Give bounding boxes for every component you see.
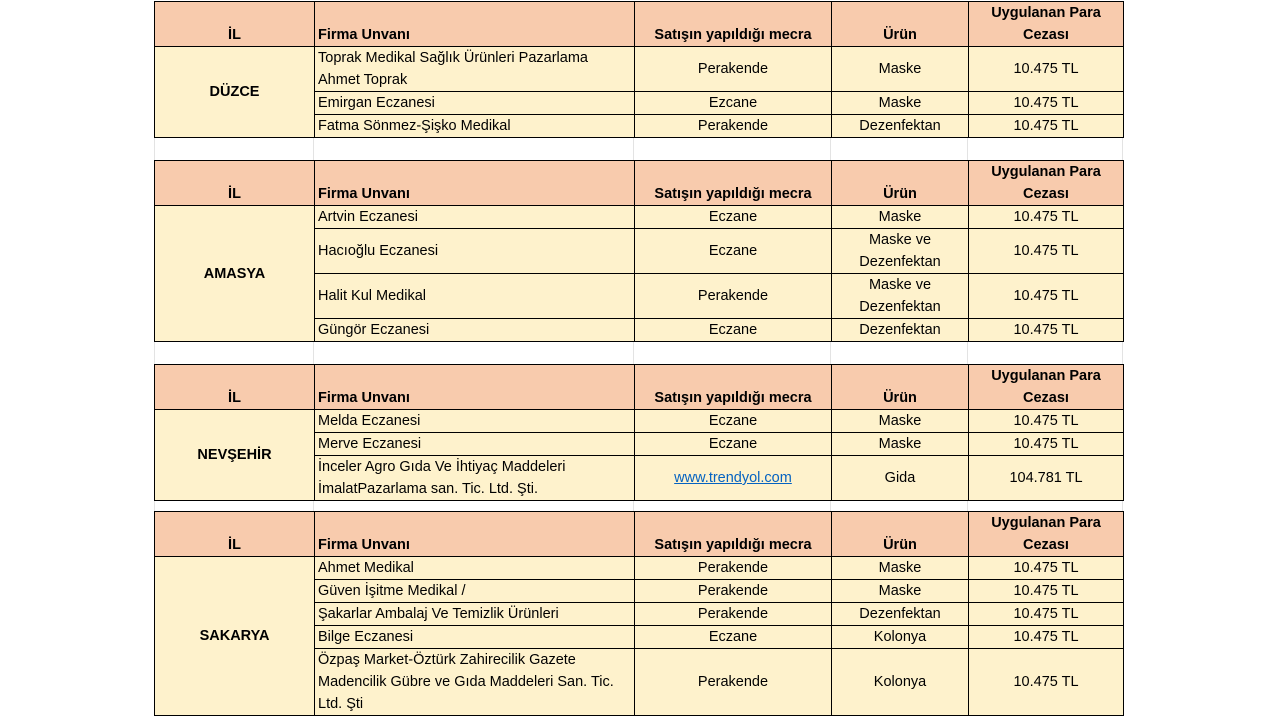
spacer-row (154, 342, 1123, 364)
channel-cell: Perakende (635, 115, 832, 138)
channel-cell: Eczane (635, 319, 832, 342)
channel-cell: Eczane (635, 433, 832, 456)
channel-cell: Eczane (635, 626, 832, 649)
firm-name-cell: Güngör Eczanesi (315, 319, 635, 342)
product-cell: Gida (832, 456, 969, 501)
channel-cell: Perakende (635, 649, 832, 716)
header-mecra: Satışın yapıldığı mecra (635, 365, 832, 410)
firm-name-cell: Fatma Sönmez-Şişko Medikal (315, 115, 635, 138)
fine-table-amasya (154, 160, 1124, 342)
table-row (155, 557, 1124, 580)
firm-name-cell: İnceler Agro Gıda Ve İhtiyaç Maddeleri İmalatPazarlama san. Tic. Ltd. Şti. (315, 456, 635, 501)
channel-cell: Perakende (635, 47, 832, 92)
table-row (155, 47, 1124, 92)
fine-amount-cell: 10.475 TL (969, 580, 1124, 603)
product-cell: Dezenfektan (832, 603, 969, 626)
fine-amount-cell: 10.475 TL (969, 206, 1124, 229)
table-row (155, 410, 1124, 433)
fine-table-nevşehi̇r (154, 364, 1124, 501)
header-ceza: Uygulanan Para Cezası (969, 161, 1124, 206)
header-ceza: Uygulanan Para Cezası (969, 2, 1124, 47)
fine-amount-cell: 104.781 TL (969, 456, 1124, 501)
header-ceza: Uygulanan Para Cezası (969, 512, 1124, 557)
fine-amount-cell: 10.475 TL (969, 229, 1124, 274)
fine-amount-cell: 10.475 TL (969, 274, 1124, 319)
firm-name-cell: Ahmet Medikal (315, 557, 635, 580)
header-mecra: Satışın yapıldığı mecra (635, 161, 832, 206)
fine-table-düzce (154, 1, 1124, 138)
channel-cell: Eczane (635, 206, 832, 229)
header-mecra: Satışın yapıldığı mecra (635, 2, 832, 47)
spacer-row (154, 501, 1123, 511)
fine-amount-cell: 10.475 TL (969, 410, 1124, 433)
product-cell: Dezenfektan (832, 115, 969, 138)
province-cell: SAKARYA (155, 557, 315, 716)
fine-amount-cell: 10.475 TL (969, 115, 1124, 138)
header-row (155, 512, 1124, 557)
fine-amount-cell: 10.475 TL (969, 433, 1124, 456)
channel-cell: Perakende (635, 580, 832, 603)
fine-amount-cell: 10.475 TL (969, 603, 1124, 626)
header-row (155, 161, 1124, 206)
spreadsheet (154, 1, 1123, 716)
fine-amount-cell: 10.475 TL (969, 47, 1124, 92)
channel-cell (635, 456, 832, 501)
header-il: İL (155, 161, 315, 206)
firm-name-cell: Emirgan Eczanesi (315, 92, 635, 115)
province-cell: NEVŞEHİR (155, 410, 315, 501)
product-cell: Maske ve Dezenfektan (832, 229, 969, 274)
fine-amount-cell: 10.475 TL (969, 92, 1124, 115)
product-cell: Maske (832, 47, 969, 92)
fine-table-sakarya (154, 511, 1124, 716)
fine-amount-cell: 10.475 TL (969, 626, 1124, 649)
firm-name-cell: Toprak Medikal Sağlık Ürünleri Pazarlama Ahmet Toprak (315, 47, 635, 92)
header-ceza: Uygulanan Para Cezası (969, 365, 1124, 410)
channel-cell: Perakende (635, 274, 832, 319)
header-urun: Ürün (832, 365, 969, 410)
channel-cell: Ezcane (635, 92, 832, 115)
header-firma: Firma Unvanı (315, 161, 635, 206)
product-cell: Kolonya (832, 649, 969, 716)
channel-cell: Perakende (635, 557, 832, 580)
product-cell: Maske (832, 433, 969, 456)
product-cell: Maske (832, 206, 969, 229)
fine-amount-cell: 10.475 TL (969, 319, 1124, 342)
spacer-row (154, 138, 1123, 160)
fine-amount-cell: 10.475 TL (969, 557, 1124, 580)
product-cell: Dezenfektan (832, 319, 969, 342)
header-row (155, 365, 1124, 410)
header-firma: Firma Unvanı (315, 365, 635, 410)
header-row (155, 2, 1124, 47)
firm-name-cell: Özpaş Market-Öztürk Zahirecilik Gazete Madencilik Gübre ve Gıda Maddeleri San. Tic. Ltd. Şti (315, 649, 635, 716)
firm-name-cell: Bilge Eczanesi (315, 626, 635, 649)
product-cell: Maske (832, 92, 969, 115)
product-cell: Maske (832, 557, 969, 580)
channel-cell: Perakende (635, 603, 832, 626)
channel-cell: Eczane (635, 410, 832, 433)
table-row (155, 206, 1124, 229)
product-cell: Kolonya (832, 626, 969, 649)
header-mecra: Satışın yapıldığı mecra (635, 512, 832, 557)
header-firma: Firma Unvanı (315, 512, 635, 557)
province-cell: AMASYA (155, 206, 315, 342)
firm-name-cell: Hacıoğlu Eczanesi (315, 229, 635, 274)
fine-amount-cell: 10.475 TL (969, 649, 1124, 716)
firm-name-cell: Güven İşitme Medikal / (315, 580, 635, 603)
header-urun: Ürün (832, 2, 969, 47)
channel-link[interactable]: www.trendyol.com (674, 470, 792, 486)
province-cell: DÜZCE (155, 47, 315, 138)
product-cell: Maske (832, 580, 969, 603)
firm-name-cell: Şakarlar Ambalaj Ve Temizlik Ürünleri (315, 603, 635, 626)
channel-cell: Eczane (635, 229, 832, 274)
product-cell: Maske ve Dezenfektan (832, 274, 969, 319)
header-urun: Ürün (832, 512, 969, 557)
product-cell: Maske (832, 410, 969, 433)
firm-name-cell: Halit Kul Medikal (315, 274, 635, 319)
firm-name-cell: Artvin Eczanesi (315, 206, 635, 229)
header-urun: Ürün (832, 161, 969, 206)
header-il: İL (155, 512, 315, 557)
firm-name-cell: Melda Eczanesi (315, 410, 635, 433)
header-il: İL (155, 365, 315, 410)
header-il: İL (155, 2, 315, 47)
header-firma: Firma Unvanı (315, 2, 635, 47)
firm-name-cell: Merve Eczanesi (315, 433, 635, 456)
